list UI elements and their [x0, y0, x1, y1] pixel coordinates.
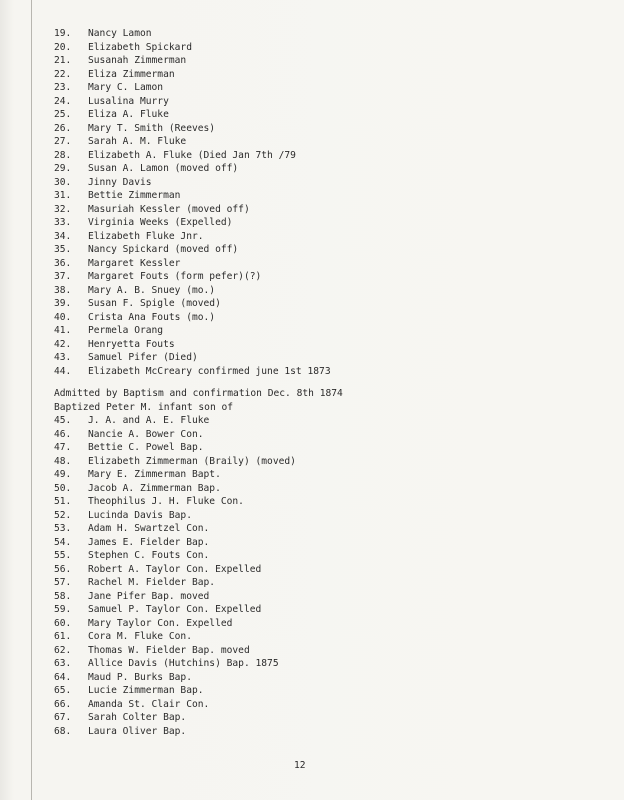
entry-text: Cora M. Fluke Con.: [88, 631, 192, 642]
entry-number: 59.: [54, 604, 72, 615]
list-item: [54, 338, 594, 352]
entry-number: 19.: [54, 28, 72, 39]
list-item: [54, 230, 594, 244]
entry-number: 24.: [54, 95, 72, 107]
list-item: [54, 671, 594, 685]
entry-number: 34.: [54, 230, 72, 242]
entry-text: Lucinda Davis Bap.: [88, 509, 192, 521]
entry-text: Laura Oliver Bap.: [88, 725, 187, 737]
entry-number: 32.: [54, 203, 72, 215]
entry-text: Jane Pifer Bap. moved: [88, 590, 210, 602]
margin-line: [31, 0, 32, 800]
entry-number: 46.: [54, 428, 72, 440]
entry-text: Masuriah Kessler (moved off): [88, 203, 250, 215]
list-item: [54, 162, 594, 176]
entry-text: Elizabeth Spickard: [88, 41, 192, 53]
list-item: [54, 441, 594, 455]
entry-number: 42.: [54, 338, 72, 350]
entry-number: 25.: [54, 109, 72, 120]
list-item: [54, 27, 594, 41]
entry-number: 22.: [54, 68, 72, 80]
entry-text: Samuel P. Taylor Con. Expelled: [88, 604, 262, 615]
list-item: [54, 711, 594, 725]
admission-heading: Admitted by Baptism and confirmation Dec. 8th 1874: [54, 388, 343, 399]
entry-text: Thomas W. Fielder Bap. moved: [88, 644, 250, 656]
entry-number: 62.: [54, 644, 72, 656]
list-item: [54, 68, 594, 82]
list-item: [54, 657, 594, 671]
entry-number: 58.: [54, 590, 72, 602]
list-item: [54, 351, 594, 365]
entry-number: 66.: [54, 698, 72, 710]
entry-text: Bettie C. Powel Bap.: [88, 442, 204, 453]
list-item: [54, 428, 594, 442]
list-item: [54, 41, 594, 55]
entry-text: Robert A. Taylor Con. Expelled: [88, 563, 262, 575]
list-item: [54, 95, 594, 109]
entry-text: Theophilus J. H. Fluke Con.: [88, 496, 244, 507]
entry-number: 67.: [54, 712, 72, 723]
list-item: [54, 590, 594, 604]
entry-text: Elizabeth McCreary confirmed june 1st 1873: [88, 365, 331, 377]
list-item: [54, 365, 594, 379]
entry-number: 27.: [54, 136, 72, 147]
list-item: [54, 324, 594, 338]
entry-number: 53.: [54, 523, 72, 534]
member-list: [54, 27, 594, 738]
list-item: [54, 108, 594, 122]
entry-number: 41.: [54, 325, 72, 336]
entry-number: 61.: [54, 631, 72, 642]
entry-number: 39.: [54, 298, 72, 309]
list-item: [54, 549, 594, 563]
list-item: [54, 495, 594, 509]
list-item: [54, 257, 594, 271]
entry-number: 36.: [54, 257, 72, 269]
entry-number: 51.: [54, 496, 72, 507]
list-item: [54, 243, 594, 257]
entry-text: James E. Fielder Bap.: [88, 536, 210, 548]
entry-text: Margaret Kessler: [88, 257, 181, 269]
entry-text: Lucie Zimmerman Bap.: [88, 685, 204, 696]
entry-number: 30.: [54, 176, 72, 188]
entry-number: 45.: [54, 415, 72, 426]
entry-number: 50.: [54, 482, 72, 494]
member-list-group-1: [54, 27, 594, 378]
list-item: [54, 149, 594, 163]
entry-number: 47.: [54, 442, 72, 453]
entry-text: Henryetta Fouts: [88, 338, 175, 350]
list-item: [54, 698, 594, 712]
list-item: [54, 563, 594, 577]
entry-number: 63.: [54, 658, 72, 669]
entry-number: 64.: [54, 671, 72, 683]
entry-number: 65.: [54, 685, 72, 696]
list-item: [54, 270, 594, 284]
entry-text: Crista Ana Fouts (mo.): [88, 311, 216, 323]
entry-text: Mary C. Lamon: [88, 82, 164, 93]
list-item: [54, 644, 594, 658]
member-list-group-2: [54, 414, 594, 738]
list-item: [54, 203, 594, 217]
list-item: [54, 536, 594, 550]
entry-number: 48.: [54, 455, 72, 467]
list-item: [54, 284, 594, 298]
entry-number: 37.: [54, 271, 72, 282]
entry-text: Mary T. Smith (Reeves): [88, 122, 216, 134]
baptism-note: Baptized Peter M. infant son of: [54, 401, 234, 413]
entry-number: 49.: [54, 469, 72, 480]
entry-text: Jinny Davis: [88, 176, 152, 188]
list-item: [54, 630, 594, 644]
list-item: [54, 414, 594, 428]
entry-text: Susan A. Lamon (moved off): [88, 163, 239, 174]
list-item: [54, 603, 594, 617]
entry-text: Sarah Colter Bap.: [88, 712, 187, 723]
entry-number: 44.: [54, 365, 72, 377]
entry-number: 29.: [54, 163, 72, 174]
entry-text: Mary Taylor Con. Expelled: [88, 617, 233, 629]
entry-number: 23.: [54, 82, 72, 93]
entry-text: Sarah A. M. Fluke: [88, 136, 187, 147]
entry-number: 28.: [54, 149, 72, 161]
entry-number: 43.: [54, 352, 72, 363]
list-item: [54, 455, 594, 469]
list-item: [54, 509, 594, 523]
list-item: [54, 176, 594, 190]
list-item: [54, 81, 594, 95]
entry-text: Nancy Spickard (moved off): [88, 244, 239, 255]
entry-text: Jacob A. Zimmerman Bap.: [88, 482, 221, 494]
entry-text: Susanah Zimmerman: [88, 55, 187, 66]
entry-text: Allice Davis (Hutchins) Bap. 1875: [88, 658, 279, 669]
list-item: [54, 311, 594, 325]
entry-number: 38.: [54, 284, 72, 296]
entry-text: Susan F. Spigle (moved): [88, 298, 221, 309]
entry-number: 21.: [54, 55, 72, 66]
entry-text: Mary A. B. Snuey (mo.): [88, 284, 216, 296]
list-item: [54, 297, 594, 311]
entry-text: Stephen C. Fouts Con.: [88, 550, 210, 561]
entry-number: 35.: [54, 244, 72, 255]
entry-text: Margaret Fouts (form pefer)(?): [88, 271, 262, 282]
list-item: [54, 482, 594, 496]
entry-number: 57.: [54, 577, 72, 588]
entry-number: 68.: [54, 725, 72, 737]
entry-text: Elizabeth Fluke Jnr.: [88, 230, 204, 242]
section-gap: [54, 378, 594, 387]
list-item: [54, 522, 594, 536]
entry-text: Eliza A. Fluke: [88, 109, 169, 120]
entry-text: Nancy Lamon: [88, 28, 152, 39]
page-number: 12: [294, 760, 306, 771]
entry-text: Samuel Pifer (Died): [88, 352, 198, 363]
entry-text: Rachel M. Fielder Bap.: [88, 577, 216, 588]
entry-number: 26.: [54, 122, 72, 134]
list-item: [54, 216, 594, 230]
entry-text: Elizabeth A. Fluke (Died Jan 7th /79: [88, 149, 296, 161]
entry-text: Bettie Zimmerman: [88, 190, 181, 201]
entry-text: Elizabeth Zimmerman (Braily) (moved): [88, 455, 296, 467]
entry-text: Nancie A. Bower Con.: [88, 428, 204, 440]
entry-text: Maud P. Burks Bap.: [88, 671, 192, 683]
entry-number: 54.: [54, 536, 72, 548]
list-item: [54, 617, 594, 631]
entry-number: 40.: [54, 311, 72, 323]
entry-number: 20.: [54, 41, 72, 53]
entry-number: 60.: [54, 617, 72, 629]
list-item: [54, 576, 594, 590]
entry-text: Amanda St. Clair Con.: [88, 698, 210, 710]
list-item: [54, 725, 594, 739]
entry-number: 55.: [54, 550, 72, 561]
entry-number: 33.: [54, 217, 72, 228]
list-item: [54, 135, 594, 149]
list-item: [54, 684, 594, 698]
entry-text: Virginia Weeks (Expelled): [88, 217, 233, 228]
list-item: [54, 122, 594, 136]
entry-text: J. A. and A. E. Fluke: [88, 415, 210, 426]
entry-number: 31.: [54, 190, 72, 201]
entry-number: 52.: [54, 509, 72, 521]
list-item: [54, 54, 594, 68]
entry-text: Mary E. Zimmerman Bapt.: [88, 469, 221, 480]
entry-text: Eliza Zimmerman: [88, 68, 175, 80]
entry-text: Lusalina Murry: [88, 95, 169, 107]
entry-text: Adam H. Swartzel Con.: [88, 523, 210, 534]
entry-text: Permela Orang: [88, 325, 164, 336]
entry-number: 56.: [54, 563, 72, 575]
list-item: [54, 189, 594, 203]
list-item: [54, 468, 594, 482]
